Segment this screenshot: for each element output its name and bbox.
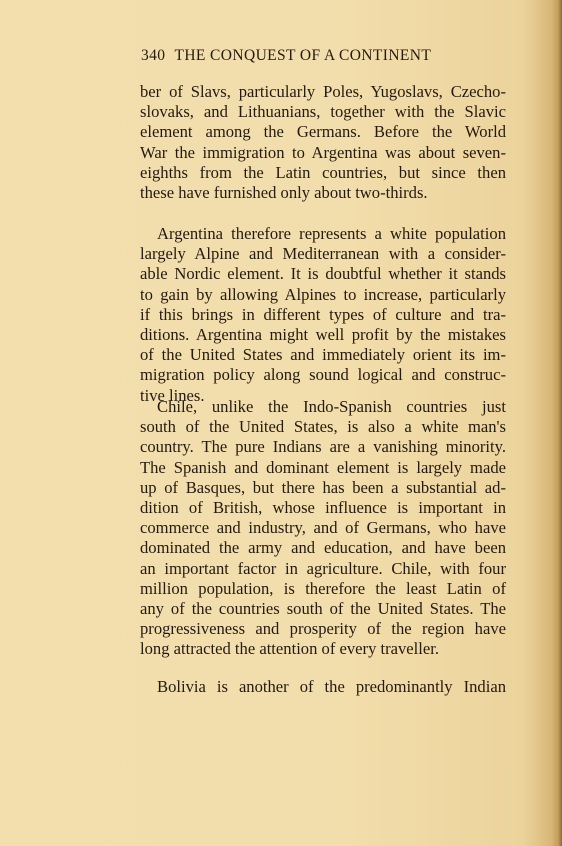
text-line: The Spanish and dominant element is largely made xyxy=(140,457,506,477)
text-line: million population, is therefore the least Latin of xyxy=(140,578,506,598)
text-line: slovaks, and Lithuanians, together with the Slavic xyxy=(140,102,506,122)
paragraph-argentina xyxy=(140,224,506,406)
running-title: THE CONQUEST OF A CONTINENT xyxy=(174,47,432,64)
text-line: ber of Slavs, particularly Poles, Yugoslavs, Czecho- xyxy=(140,82,506,101)
text-line: dominated the army and education, and have been xyxy=(140,538,506,558)
text-line: ditions. Argentina might well profit by the mistakes xyxy=(140,325,506,345)
text-line: progressiveness and prosperity of the region have xyxy=(140,619,506,639)
text-line: these have furnished only about two-thirds. xyxy=(140,183,428,203)
paragraph-chile xyxy=(140,397,506,660)
text-line: tive lines. xyxy=(140,385,205,405)
text-line: country. The pure Indians are a vanishing minority. xyxy=(140,437,506,457)
page-number: 340 xyxy=(141,47,166,64)
text-line: of the United States and immediately orient its im- xyxy=(140,345,506,365)
text-line: dition of British, whose influence is important in xyxy=(140,498,506,518)
text-line: able Nordic element. It is doubtful whether it stands xyxy=(140,264,506,284)
paragraph-bolivia xyxy=(140,677,506,697)
text-line: long attracted the attention of every traveller. xyxy=(140,639,440,659)
text-line: up of Basques, but there has been a substantial ad- xyxy=(140,477,506,497)
text-line: south of the United States, is also a white man's xyxy=(140,417,506,437)
text-line: Bolivia is another of the predominantly Indian xyxy=(157,677,506,696)
text-line: an important factor in agriculture. Chile, with four xyxy=(140,558,506,578)
text-line: Argentina therefore represents a white population xyxy=(157,224,506,243)
text-line: any of the countries south of the United States. The xyxy=(140,599,506,619)
text-line: migration policy along sound logical and construc- xyxy=(140,365,506,385)
running-header xyxy=(141,47,521,65)
paragraph-slavs xyxy=(140,82,506,203)
text-line: War the immigration to Argentina was about seven- xyxy=(140,142,506,162)
text-line: eighths from the Latin countries, but since then xyxy=(140,162,506,182)
page-edge xyxy=(552,0,562,846)
text-line: commerce and industry, and of Germans, who have xyxy=(140,518,506,538)
text-line: to gain by allowing Alpines to increase, particularly xyxy=(140,284,506,304)
text-line: element among the Germans. Before the World xyxy=(140,122,506,142)
text-line: if this brings in different types of culture and tra- xyxy=(140,304,506,324)
text-line: largely Alpine and Mediterranean with a consider- xyxy=(140,244,506,264)
text-line: Chile, unlike the Indo-Spanish countries just xyxy=(157,397,506,416)
